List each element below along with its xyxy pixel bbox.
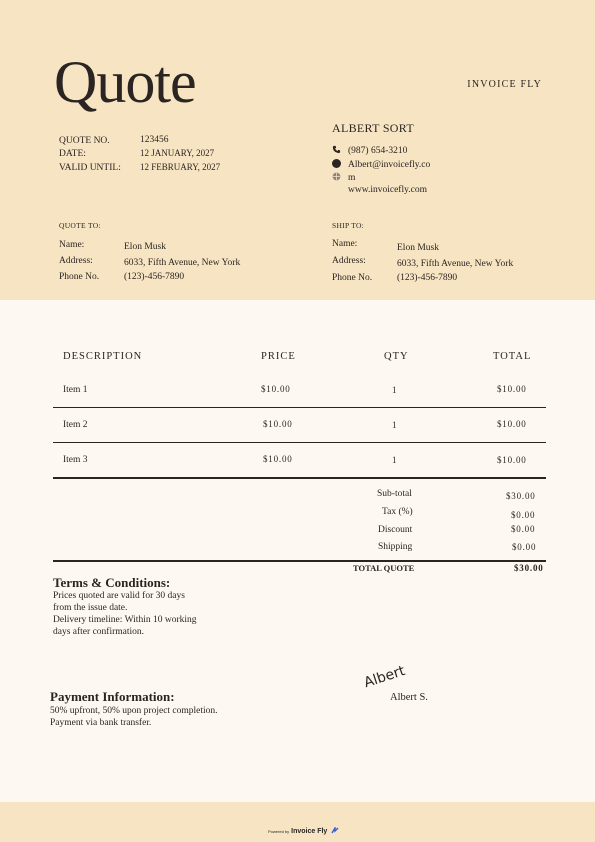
payment-line: 50% upfront, 50% upon project completion. [50, 706, 218, 716]
ship-to-address-label: Address: [332, 256, 366, 266]
table-bottom-rule [53, 477, 546, 479]
row-1-total: $10.00 [497, 384, 527, 394]
footer-brand: Invoice Fly [291, 828, 328, 835]
company-website: www.invoicefly.com [348, 185, 427, 195]
row-divider [53, 407, 546, 408]
quote-to-address: 6033, Fifth Avenue, New York [124, 258, 241, 268]
ship-to-phone-label: Phone No. [332, 273, 373, 283]
powered-by-label: Powered by [268, 829, 290, 834]
quote-no-value: 123456 [140, 135, 169, 145]
shipping-label: Shipping [378, 542, 413, 552]
tax-value: $0.00 [511, 510, 536, 520]
row-2-description: Item 2 [63, 420, 88, 430]
signature-name: Albert S. [390, 692, 428, 703]
globe-icon [332, 172, 341, 181]
row-1-qty: 1 [392, 385, 398, 395]
total-quote-label: TOTAL QUOTE [353, 563, 415, 573]
signature-script: Albert [362, 662, 408, 692]
column-header-total: TOTAL [493, 351, 532, 362]
company-email-text: Albert@invoicefly.co [348, 160, 431, 170]
quote-no-label: QUOTE NO. [59, 136, 110, 146]
row-3-price: $10.00 [263, 454, 293, 464]
ship-to-name: Elon Musk [397, 243, 439, 253]
date-label: DATE: [59, 149, 86, 159]
company-email [332, 159, 430, 170]
ship-to-phone: (123)-456-7890 [397, 273, 458, 283]
discount-value: $0.00 [511, 524, 536, 534]
terms-line: from the issue date. [53, 603, 128, 613]
page-title: Quote [54, 49, 196, 115]
valid-until-label: VALID UNTIL: [59, 163, 121, 173]
row-2-qty: 1 [392, 420, 398, 430]
date-value: 12 JANUARY, 2027 [140, 148, 215, 158]
terms-line: Prices quoted are valid for 30 days [53, 591, 185, 601]
payment-line: Payment via bank transfer. [50, 718, 152, 728]
row-2-price: $10.00 [263, 419, 293, 429]
ship-to-name-label: Name: [332, 239, 358, 249]
quote-to-name-label: Name: [59, 240, 85, 250]
company-web [332, 172, 355, 183]
row-3-qty: 1 [392, 455, 398, 465]
company-name: ALBERT SORT [332, 121, 414, 135]
quote-to-phone: (123)-456-7890 [124, 272, 185, 282]
row-1-price: $10.00 [261, 384, 291, 394]
payment-heading: Payment Information: [50, 689, 175, 704]
tax-label: Tax (%) [382, 507, 413, 517]
quote-to-heading: QUOTE TO: [59, 221, 101, 230]
quote-to-phone-label: Phone No. [59, 272, 100, 282]
total-quote-value: $30.00 [514, 563, 544, 573]
company-web-text-1: m [348, 173, 356, 183]
subtotal-value: $30.00 [506, 491, 536, 501]
company-phone-text: (987) 654-3210 [348, 146, 408, 156]
ship-to-heading: SHIP TO: [332, 221, 365, 230]
row-divider [53, 442, 546, 443]
row-2-total: $10.00 [497, 419, 527, 429]
column-header-qty: QTY [384, 351, 409, 362]
brand-logo-icon [331, 827, 339, 834]
terms-heading: Terms & Conditions: [53, 575, 171, 590]
column-header-description: DESCRIPTION [63, 351, 143, 362]
payment-text [50, 705, 310, 729]
email-icon [332, 159, 341, 168]
subtotal-label: Sub-total [377, 489, 412, 499]
terms-line: Delivery timeline: Within 10 working [53, 615, 197, 625]
valid-until-value: 12 FEBRUARY, 2027 [140, 162, 221, 172]
phone-icon [332, 145, 341, 154]
row-3-description: Item 3 [63, 455, 88, 465]
quote-to-address-label: Address: [59, 256, 93, 266]
discount-label: Discount [378, 525, 413, 535]
shipping-value: $0.00 [512, 542, 537, 552]
header-band [0, 0, 595, 300]
summary-rule [53, 560, 546, 562]
ship-to-address: 6033, Fifth Avenue, New York [397, 259, 514, 269]
terms-text [53, 590, 253, 638]
footer-band [0, 802, 595, 842]
brand-name: INVOICE FLY [467, 79, 542, 90]
column-header-price: PRICE [261, 351, 296, 362]
quote-to-name: Elon Musk [124, 242, 166, 252]
terms-line: days after confirmation. [53, 627, 145, 637]
powered-by [268, 827, 339, 835]
company-phone [332, 145, 407, 156]
row-3-total: $10.00 [497, 455, 527, 465]
row-1-description: Item 1 [63, 385, 88, 395]
